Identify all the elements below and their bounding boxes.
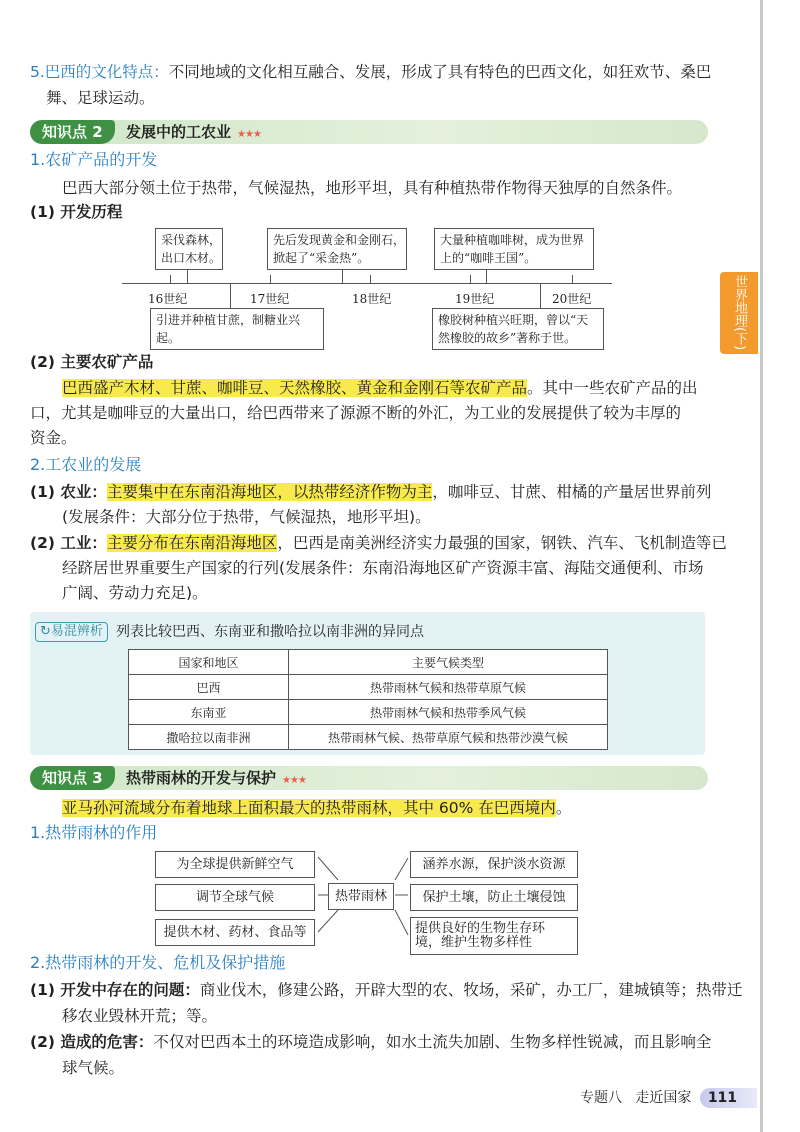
event-box: 引进并种植甘蔗，制糖业兴起。 — [150, 308, 324, 350]
role-node: 提供木材、药材、食品等 — [155, 919, 315, 946]
heading-rainforest-dev: 2.热带雨林的开发、危机及保护措施 — [30, 953, 286, 972]
confusion-title: 列表比较巴西、东南亚和撒哈拉以南非洲的异同点 — [116, 624, 424, 640]
footer-title: 走近国家 — [635, 1090, 692, 1106]
section-title: 热带雨林的开发与保护 ★★★ — [126, 769, 306, 787]
rainforest-highlight: 亚马孙河流域分布着地球上面积最大的热带雨林，其中 60% 在巴西境内。 — [62, 799, 572, 817]
problem-line-1: (1) 开发中存在的问题：商业伐木，修建公路，开辟大型的农、牧场，采矿，办工厂，建城镇等；热带迁 — [30, 981, 743, 999]
footer — [580, 1088, 757, 1108]
role-node: 涵养水源，保护淡水资源 — [410, 851, 578, 878]
stars-icon: ★★★ — [237, 129, 261, 140]
ind-line-3: 广阔、劳动力充足)。 — [62, 584, 208, 602]
event-box: 大量种植咖啡树，成为世界 上的“咖啡王国”。 — [434, 228, 594, 270]
harm-line-2: 球气候。 — [62, 1059, 125, 1077]
heading-2: 2.工农业的发展 — [30, 455, 142, 474]
tick-label: 17世纪 — [250, 292, 290, 306]
paragraph: 巴西大部分领土位于热带，气候湿热，地形平坦，具有种植热带作物得天独厚的自然条件。 — [62, 179, 683, 197]
paragraph: 巴西盛产木材、甘蔗、咖啡豆、天然橡胶、黄金和金刚石等农矿产品。其中一些农矿产品的出 — [62, 379, 698, 397]
page-number: 111 — [700, 1088, 757, 1108]
section-title: 发展中的工农业 ★★★ — [126, 123, 261, 141]
table-row: 撒哈拉以南非洲 热带雨林气候、热带草原气候和热带沙漠气候 — [129, 725, 608, 750]
section-badge: 知识点 3 — [30, 766, 115, 790]
role-node: 提供良好的生物生存环 境，维护生物多样性 — [410, 917, 578, 955]
culture-line-1: 5.巴西的文化特点：不同地域的文化相互融合、发展，形成了具有特色的巴西文化，如狂欢节、桑巴 — [30, 63, 712, 81]
problem-line-2: 移农业毁林开荒；等。 — [62, 1007, 218, 1025]
heading-1: 1.农矿产品的开发 — [30, 150, 158, 169]
side-tab: 世界地理(下) — [720, 272, 758, 354]
section-badge: 知识点 2 — [30, 120, 115, 144]
paragraph: 口，尤其是咖啡豆的大量出口，给巴西带来了源源不断的外汇，为工业的发展提供了较为丰厚的 — [30, 404, 682, 422]
table-row: 巴西 热带雨林气候和热带草原气候 — [129, 675, 608, 700]
role-node: 为全球提供新鲜空气 — [155, 851, 315, 878]
heading-rainforest-role: 1.热带雨林的作用 — [30, 823, 158, 842]
paragraph: 资金。 — [30, 429, 77, 447]
footer-chapter: 专题八 — [580, 1090, 622, 1106]
agri-line-2: (发展条件：大部分位于热带，气候湿热，地形平坦)。 — [62, 508, 431, 526]
culture-line-2: 舞、足球运动。 — [46, 89, 155, 107]
harm-line-1: (2) 造成的危害：不仅对巴西本土的环境造成影响，如水土流失加剧、生物多样性锐减，而且影响全 — [30, 1033, 712, 1051]
tick-label: 20世纪 — [552, 292, 592, 306]
role-node: 调节全球气候 — [155, 884, 315, 911]
event-box: 橡胶树种植兴旺期，曾以“天 然橡胶的故乡”著称于世。 — [432, 308, 604, 350]
confusion-tag: ↻易混辨析 — [35, 622, 108, 642]
stars-icon: ★★★ — [282, 775, 306, 786]
event-box: 先后发现黄金和金刚石， 掀起了“采金热”。 — [267, 228, 407, 270]
sub-heading: (2) 主要农矿产品 — [30, 353, 154, 371]
tick-label: 16世纪 — [148, 292, 188, 306]
sub-heading: (1) 开发历程 — [30, 203, 123, 221]
tick-label: 18世纪 — [352, 292, 392, 306]
tick-label: 19世纪 — [455, 292, 495, 306]
table-header: 国家和地区 主要气候类型 — [129, 650, 608, 675]
center-node: 热带雨林 — [328, 883, 394, 910]
ind-line-2: 经跻居世界重要生产国家的行列(发展条件：东南沿海地区矿产资源丰富、海陆交通便利、市场 — [62, 559, 704, 577]
ind-line-1: (2) 工业：主要分布在东南沿海地区，巴西是南美洲经济实力最强的国家，钢铁、汽车、飞机制造等已 — [30, 534, 727, 552]
agri-line-1: (1) 农业：主要集中在东南沿海地区，以热带经济作物为主，咖啡豆、甘蔗、柑橘的产量居世界前列 — [30, 483, 712, 501]
event-box: 采伐森林， 出口木材。 — [155, 228, 223, 270]
refresh-icon: ↻ — [40, 624, 51, 639]
table-row: 东南亚 热带雨林气候和热带季风气候 — [129, 700, 608, 725]
role-node: 保护土壤，防止土壤侵蚀 — [410, 884, 578, 911]
